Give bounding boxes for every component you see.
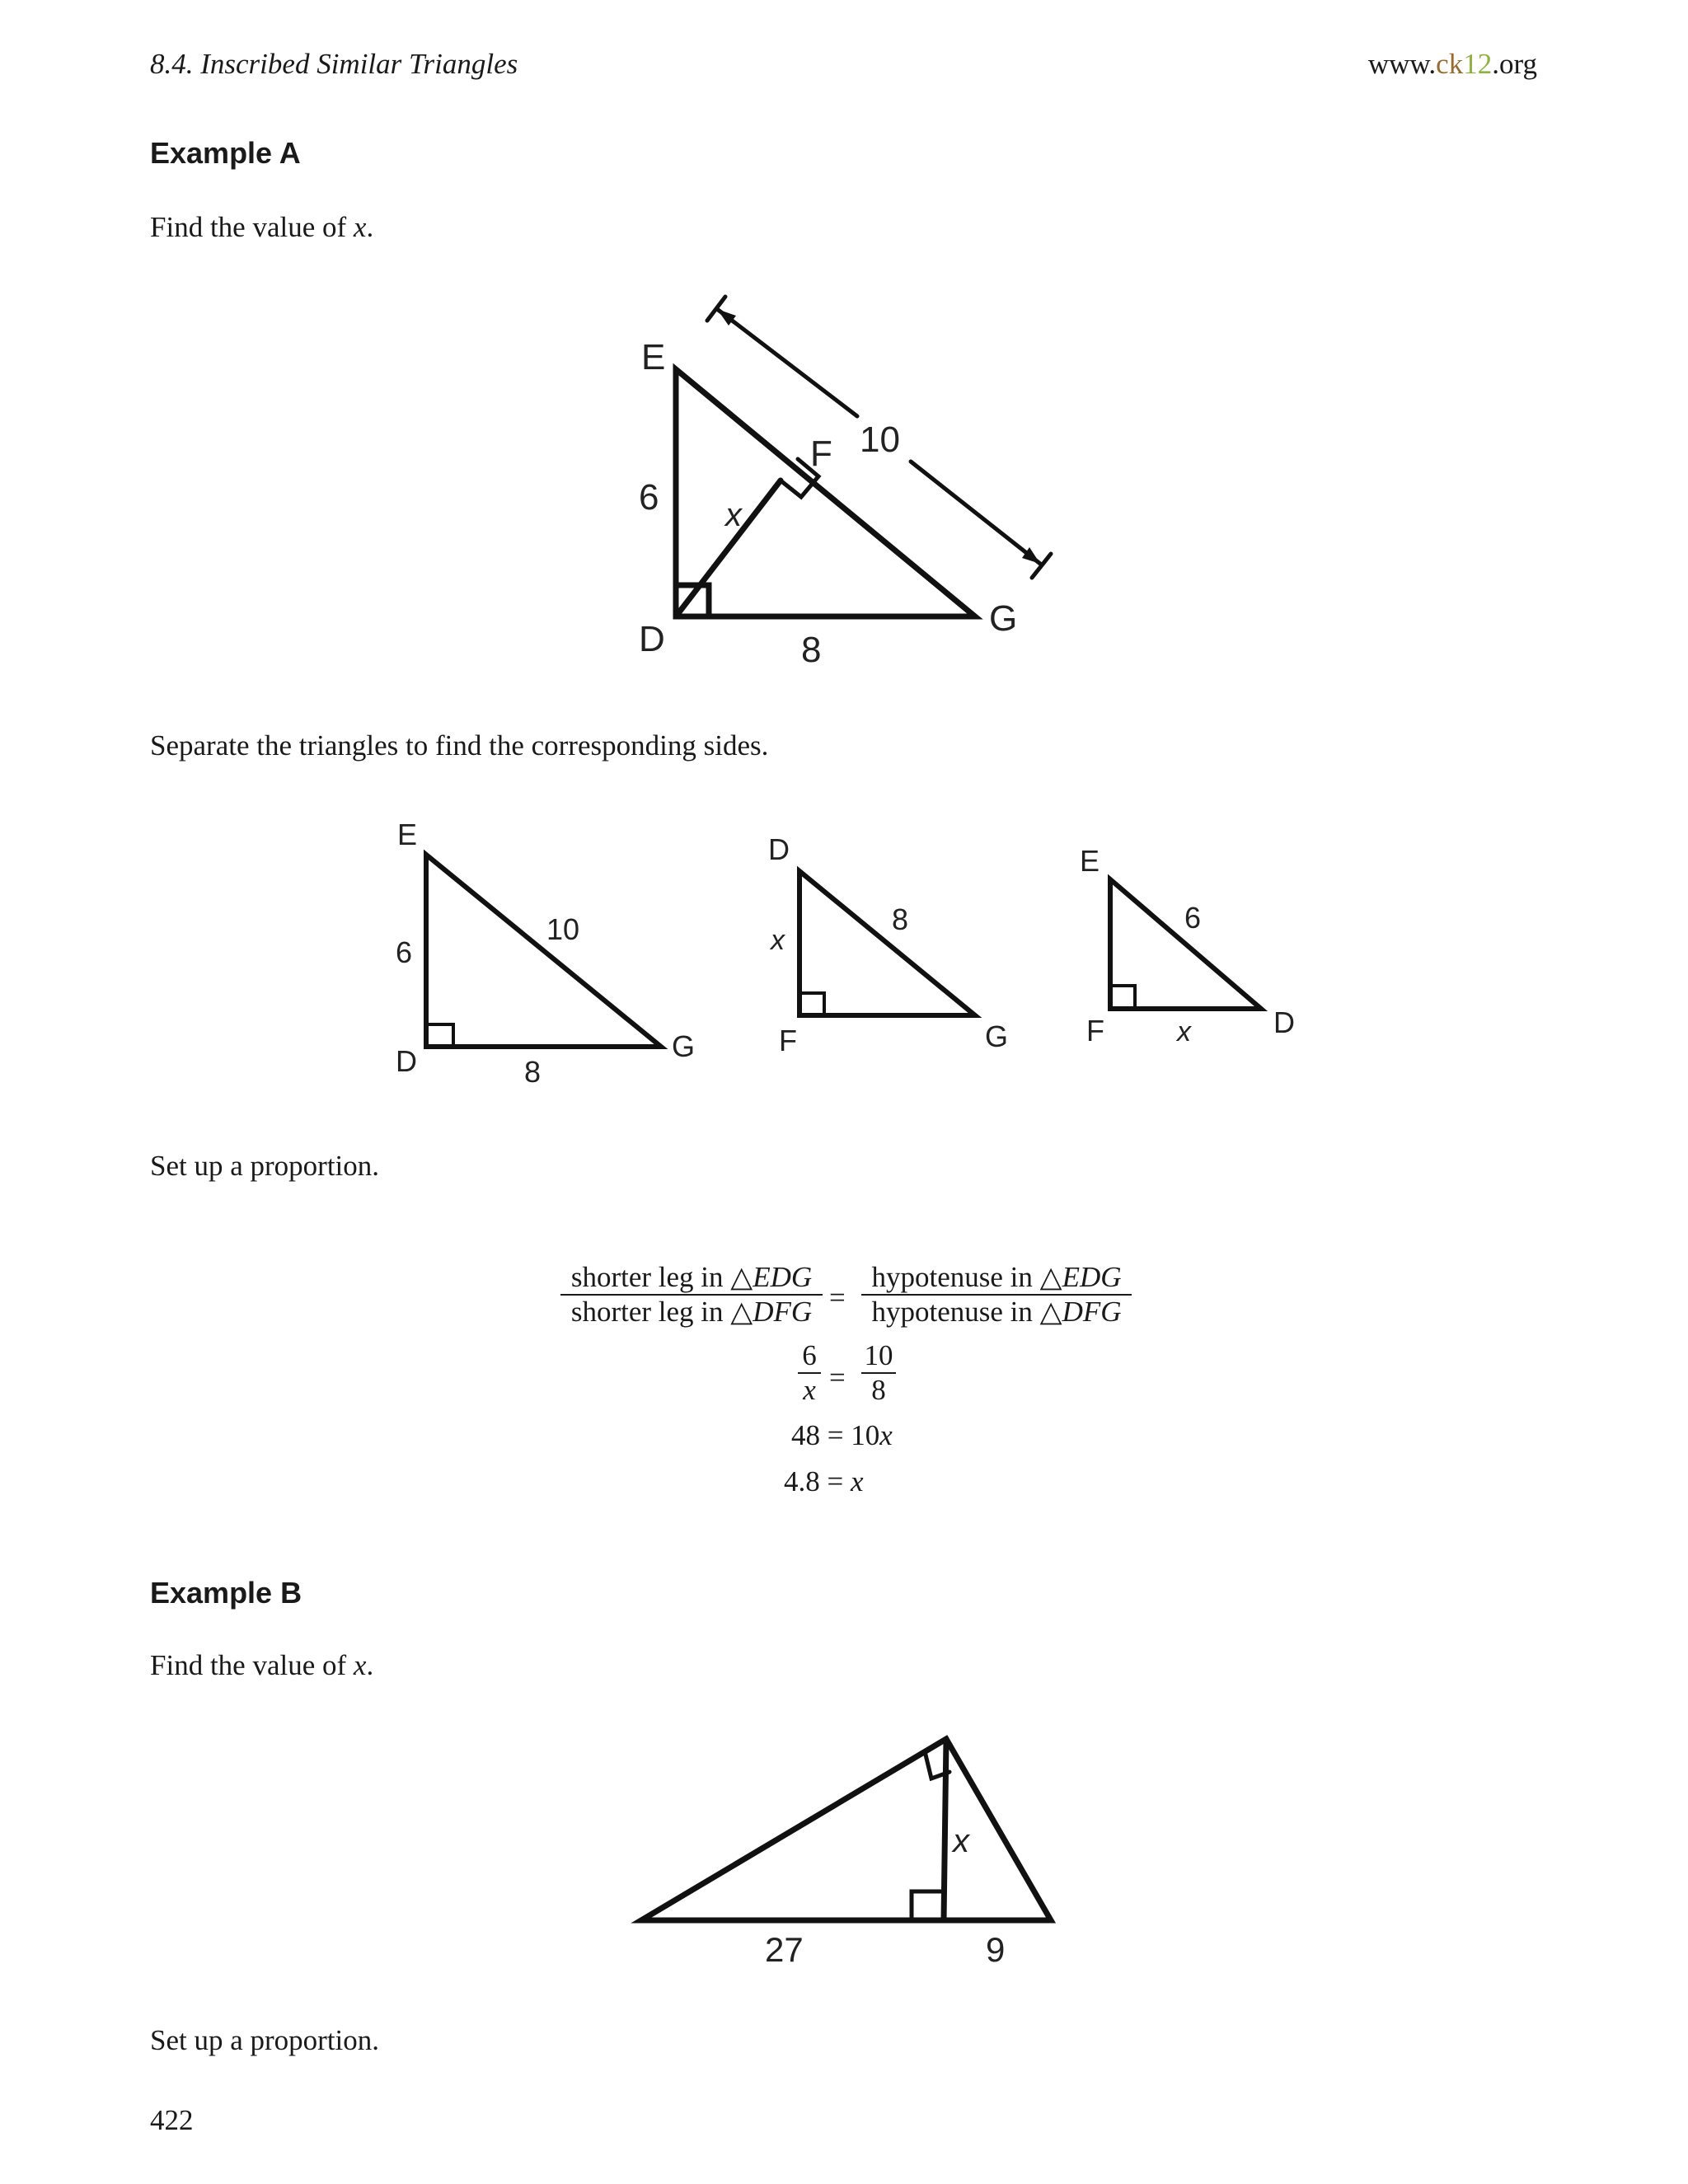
lhs: 4.8 bbox=[784, 1465, 820, 1497]
triangle-symbol: △ bbox=[730, 1296, 753, 1328]
example-b-prompt bbox=[150, 1649, 373, 1682]
right-angle-mark-foot bbox=[912, 1891, 944, 1920]
separate-text: Separate the triangles to find the corresponding sides. bbox=[150, 729, 769, 762]
triangle-symbol: △ bbox=[1039, 1261, 1062, 1293]
label-seg-9: 9 bbox=[986, 1930, 1006, 1969]
equals-sign: = bbox=[829, 1282, 846, 1314]
right-angle-mark-t3 bbox=[1110, 986, 1135, 1009]
triangle-efd-separate bbox=[1110, 879, 1261, 1009]
page-number: 422 bbox=[150, 2104, 194, 2136]
triangle-symbol: △ bbox=[1039, 1296, 1062, 1328]
triangle-name: EDG bbox=[1062, 1261, 1122, 1293]
rhs-var: x bbox=[879, 1419, 893, 1451]
site-ck: ck bbox=[1436, 48, 1464, 80]
example-a-heading: Example A bbox=[150, 136, 301, 170]
prompt-text: Find the value of bbox=[150, 211, 354, 243]
prompt-var: x bbox=[353, 211, 367, 243]
figure-a-main-triangle bbox=[0, 0, 1688, 709]
rhs-var: x bbox=[851, 1465, 864, 1497]
example-b-heading: Example B bbox=[150, 1576, 302, 1610]
right-den-word: hypotenuse in bbox=[871, 1296, 1040, 1328]
fraction-shorter-legs bbox=[560, 1261, 823, 1329]
right-angle-mark-t1 bbox=[426, 1024, 453, 1047]
fraction-hypotenuses bbox=[861, 1261, 1132, 1329]
triangle-name: DFG bbox=[753, 1296, 813, 1328]
figure-a-separated bbox=[0, 791, 1688, 1104]
site-prefix: www. bbox=[1367, 48, 1437, 80]
dimension-line-upper bbox=[717, 309, 857, 416]
t3-label-e: E bbox=[1080, 844, 1100, 878]
t1-label-e: E bbox=[397, 818, 418, 851]
t2-label-d: D bbox=[768, 832, 790, 866]
t2-label-f: F bbox=[779, 1024, 797, 1057]
t3-label-x: x bbox=[1177, 1016, 1191, 1047]
fraction-6-over-x bbox=[798, 1339, 821, 1407]
t1-label-hyp: 10 bbox=[546, 912, 580, 946]
t1-label-d: D bbox=[396, 1044, 417, 1078]
dimension-tick-top bbox=[707, 297, 725, 321]
triangle-name: DFG bbox=[1062, 1296, 1122, 1328]
lhs: 48 bbox=[791, 1419, 820, 1451]
right-num-word: hypotenuse in bbox=[871, 1261, 1040, 1293]
site-12: 12 bbox=[1463, 48, 1493, 80]
fraction-10-over-8 bbox=[861, 1339, 896, 1407]
dimension-line-lower bbox=[911, 462, 1040, 564]
triangle-edg-separate bbox=[426, 855, 661, 1047]
t3-label-f: F bbox=[1086, 1014, 1104, 1047]
equals-sign: = bbox=[827, 1419, 844, 1451]
figure-b-triangle bbox=[0, 1714, 1688, 1978]
label-side-ed: 6 bbox=[639, 477, 659, 518]
label-seg-27: 27 bbox=[765, 1930, 804, 1969]
prompt-var: x bbox=[353, 1649, 367, 1681]
left-num-word: shorter leg in bbox=[570, 1261, 731, 1293]
prompt-text: Find the value of bbox=[150, 1649, 354, 1681]
equals-sign: = bbox=[827, 1465, 844, 1497]
label-side-dg: 8 bbox=[801, 630, 822, 670]
t1-label-short: 6 bbox=[396, 935, 413, 969]
left-den-word: shorter leg in bbox=[570, 1296, 731, 1328]
right-angle-mark-t2 bbox=[799, 993, 824, 1015]
rhs-coef: 10 bbox=[851, 1419, 880, 1451]
t2-label-g: G bbox=[985, 1019, 1009, 1053]
label-altitude-x: x bbox=[725, 497, 742, 533]
prompt-end: . bbox=[366, 211, 374, 243]
label-d: D bbox=[639, 619, 665, 659]
equation-solution bbox=[784, 1465, 864, 1498]
site-suffix: .org bbox=[1492, 48, 1537, 80]
triangle-symbol: △ bbox=[730, 1261, 753, 1293]
t1-label-g: G bbox=[672, 1029, 696, 1063]
denominator: 8 bbox=[861, 1372, 896, 1407]
prompt-end: . bbox=[366, 1649, 374, 1681]
proportion-text-a: Set up a proportion. bbox=[150, 1150, 380, 1182]
t3-label-d: D bbox=[1273, 1005, 1295, 1039]
t3-label-hyp: 6 bbox=[1184, 901, 1202, 935]
triangle-edg bbox=[676, 369, 975, 616]
label-g: G bbox=[989, 598, 1018, 639]
label-altitude-x-b: x bbox=[953, 1823, 969, 1859]
t2-label-hyp: 8 bbox=[892, 902, 909, 936]
proportion-text-b: Set up a proportion. bbox=[150, 2024, 380, 2056]
equation-48-eq-10x bbox=[791, 1419, 893, 1452]
label-f: F bbox=[810, 434, 832, 474]
numerator: 10 bbox=[864, 1339, 893, 1371]
t1-label-long: 8 bbox=[524, 1055, 542, 1089]
triangle-large bbox=[641, 1739, 1051, 1920]
t2-label-x: x bbox=[771, 925, 785, 956]
numerator: 6 bbox=[802, 1339, 817, 1371]
label-side-eg: 10 bbox=[860, 419, 900, 460]
equals-sign: = bbox=[829, 1361, 846, 1394]
denominator: x bbox=[798, 1372, 821, 1407]
triangle-name: EDG bbox=[753, 1261, 813, 1293]
label-e: E bbox=[641, 337, 666, 377]
section-title: 8.4. Inscribed Similar Triangles bbox=[150, 48, 518, 80]
